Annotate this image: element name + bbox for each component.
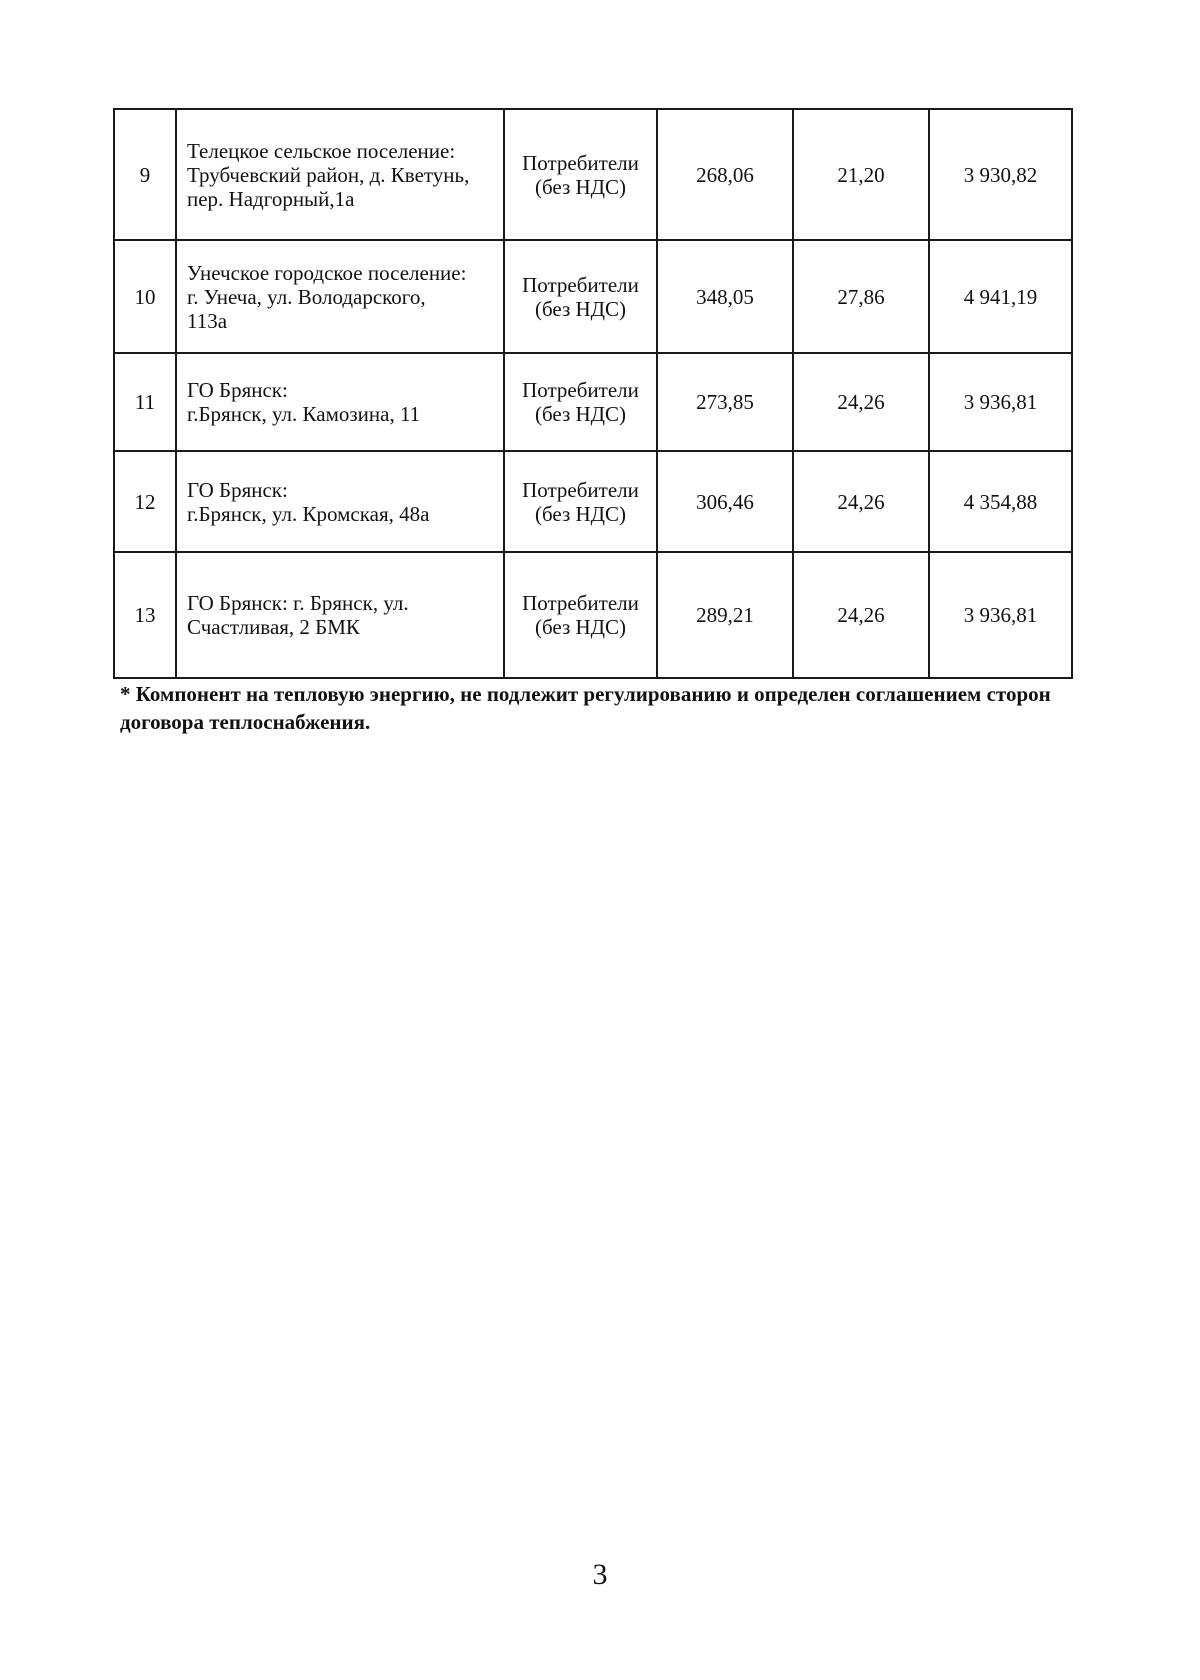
- row-number: 10: [114, 240, 176, 353]
- value-cell-1: 348,05: [657, 240, 793, 353]
- tariff-table: [113, 108, 1073, 679]
- table-row: [114, 109, 1072, 240]
- address-line: Унечское городское поселение:: [187, 260, 467, 285]
- value-cell-2: 24,26: [793, 353, 929, 451]
- value-cell-3: 4 354,88: [929, 451, 1072, 552]
- consumer-cell: [504, 109, 657, 240]
- value-cell-3: 3 936,81: [929, 353, 1072, 451]
- consumer-line: (без НДС): [534, 402, 626, 426]
- address-line: г. Унеча, ул. Володарского,: [187, 284, 426, 309]
- table-row: [114, 353, 1072, 451]
- value-cell-2: 24,26: [793, 451, 929, 552]
- address-line: ГО Брянск: г. Брянск, ул.: [187, 591, 409, 615]
- address-line: ГО Брянск:: [187, 477, 288, 502]
- address-line: ГО Брянск:: [187, 378, 288, 402]
- consumer-line: (без НДС): [534, 501, 626, 526]
- address-cell: [176, 109, 504, 240]
- row-number: 9: [114, 109, 176, 240]
- table-row: [114, 240, 1072, 353]
- row-number: 12: [114, 451, 176, 552]
- consumer-cell: [504, 353, 657, 451]
- table-row: [114, 451, 1072, 552]
- consumer-line: Потребители: [522, 378, 639, 402]
- consumer-line: (без НДС): [534, 615, 626, 639]
- consumer-line: Потребители: [522, 272, 639, 297]
- value-cell-3: 3 936,81: [929, 552, 1072, 678]
- value-cell-3: 3 930,82: [929, 109, 1072, 240]
- value-cell-2: 21,20: [793, 109, 929, 240]
- address-cell: [176, 353, 504, 451]
- value-cell-1: 273,85: [657, 353, 793, 451]
- row-number: 11: [114, 353, 176, 451]
- value-cell-3: 4 941,19: [929, 240, 1072, 353]
- address-cell: [176, 240, 504, 353]
- tariff-table-body: [114, 109, 1072, 678]
- value-cell-1: 268,06: [657, 109, 793, 240]
- consumer-cell: [504, 240, 657, 353]
- value-cell-1: 289,21: [657, 552, 793, 678]
- consumer-line: (без НДС): [534, 296, 626, 321]
- consumer-cell: [504, 451, 657, 552]
- address-line: г.Брянск, ул. Кромская, 48а: [187, 501, 430, 526]
- address-line: Телецкое сельское поселение:: [187, 138, 456, 163]
- value-cell-1: 306,46: [657, 451, 793, 552]
- table-row: [114, 552, 1072, 678]
- consumer-line: (без НДС): [534, 174, 626, 199]
- consumer-line: Потребители: [522, 477, 639, 502]
- page-number: 3: [592, 1558, 608, 1591]
- row-number: 13: [114, 552, 176, 678]
- value-cell-2: 27,86: [793, 240, 929, 353]
- consumer-cell: [504, 552, 657, 678]
- address-line: Счастливая, 2 БМК: [187, 615, 360, 639]
- footnote: * Компонент на тепловую энергию, не подлежит регулированию и определен соглашением сторон договора теплоснабжения.: [120, 682, 1051, 734]
- address-line: г.Брянск, ул. Камозина, 11: [187, 402, 421, 426]
- address-cell: [176, 552, 504, 678]
- address-line: пер. Надгорный,1а: [187, 186, 355, 211]
- consumer-line: Потребители: [522, 591, 639, 615]
- address-line: Трубчевский район, д. Кветунь,: [187, 162, 470, 187]
- consumer-line: Потребители: [522, 150, 639, 175]
- address-line: 113а: [187, 308, 228, 333]
- address-cell: [176, 451, 504, 552]
- value-cell-2: 24,26: [793, 552, 929, 678]
